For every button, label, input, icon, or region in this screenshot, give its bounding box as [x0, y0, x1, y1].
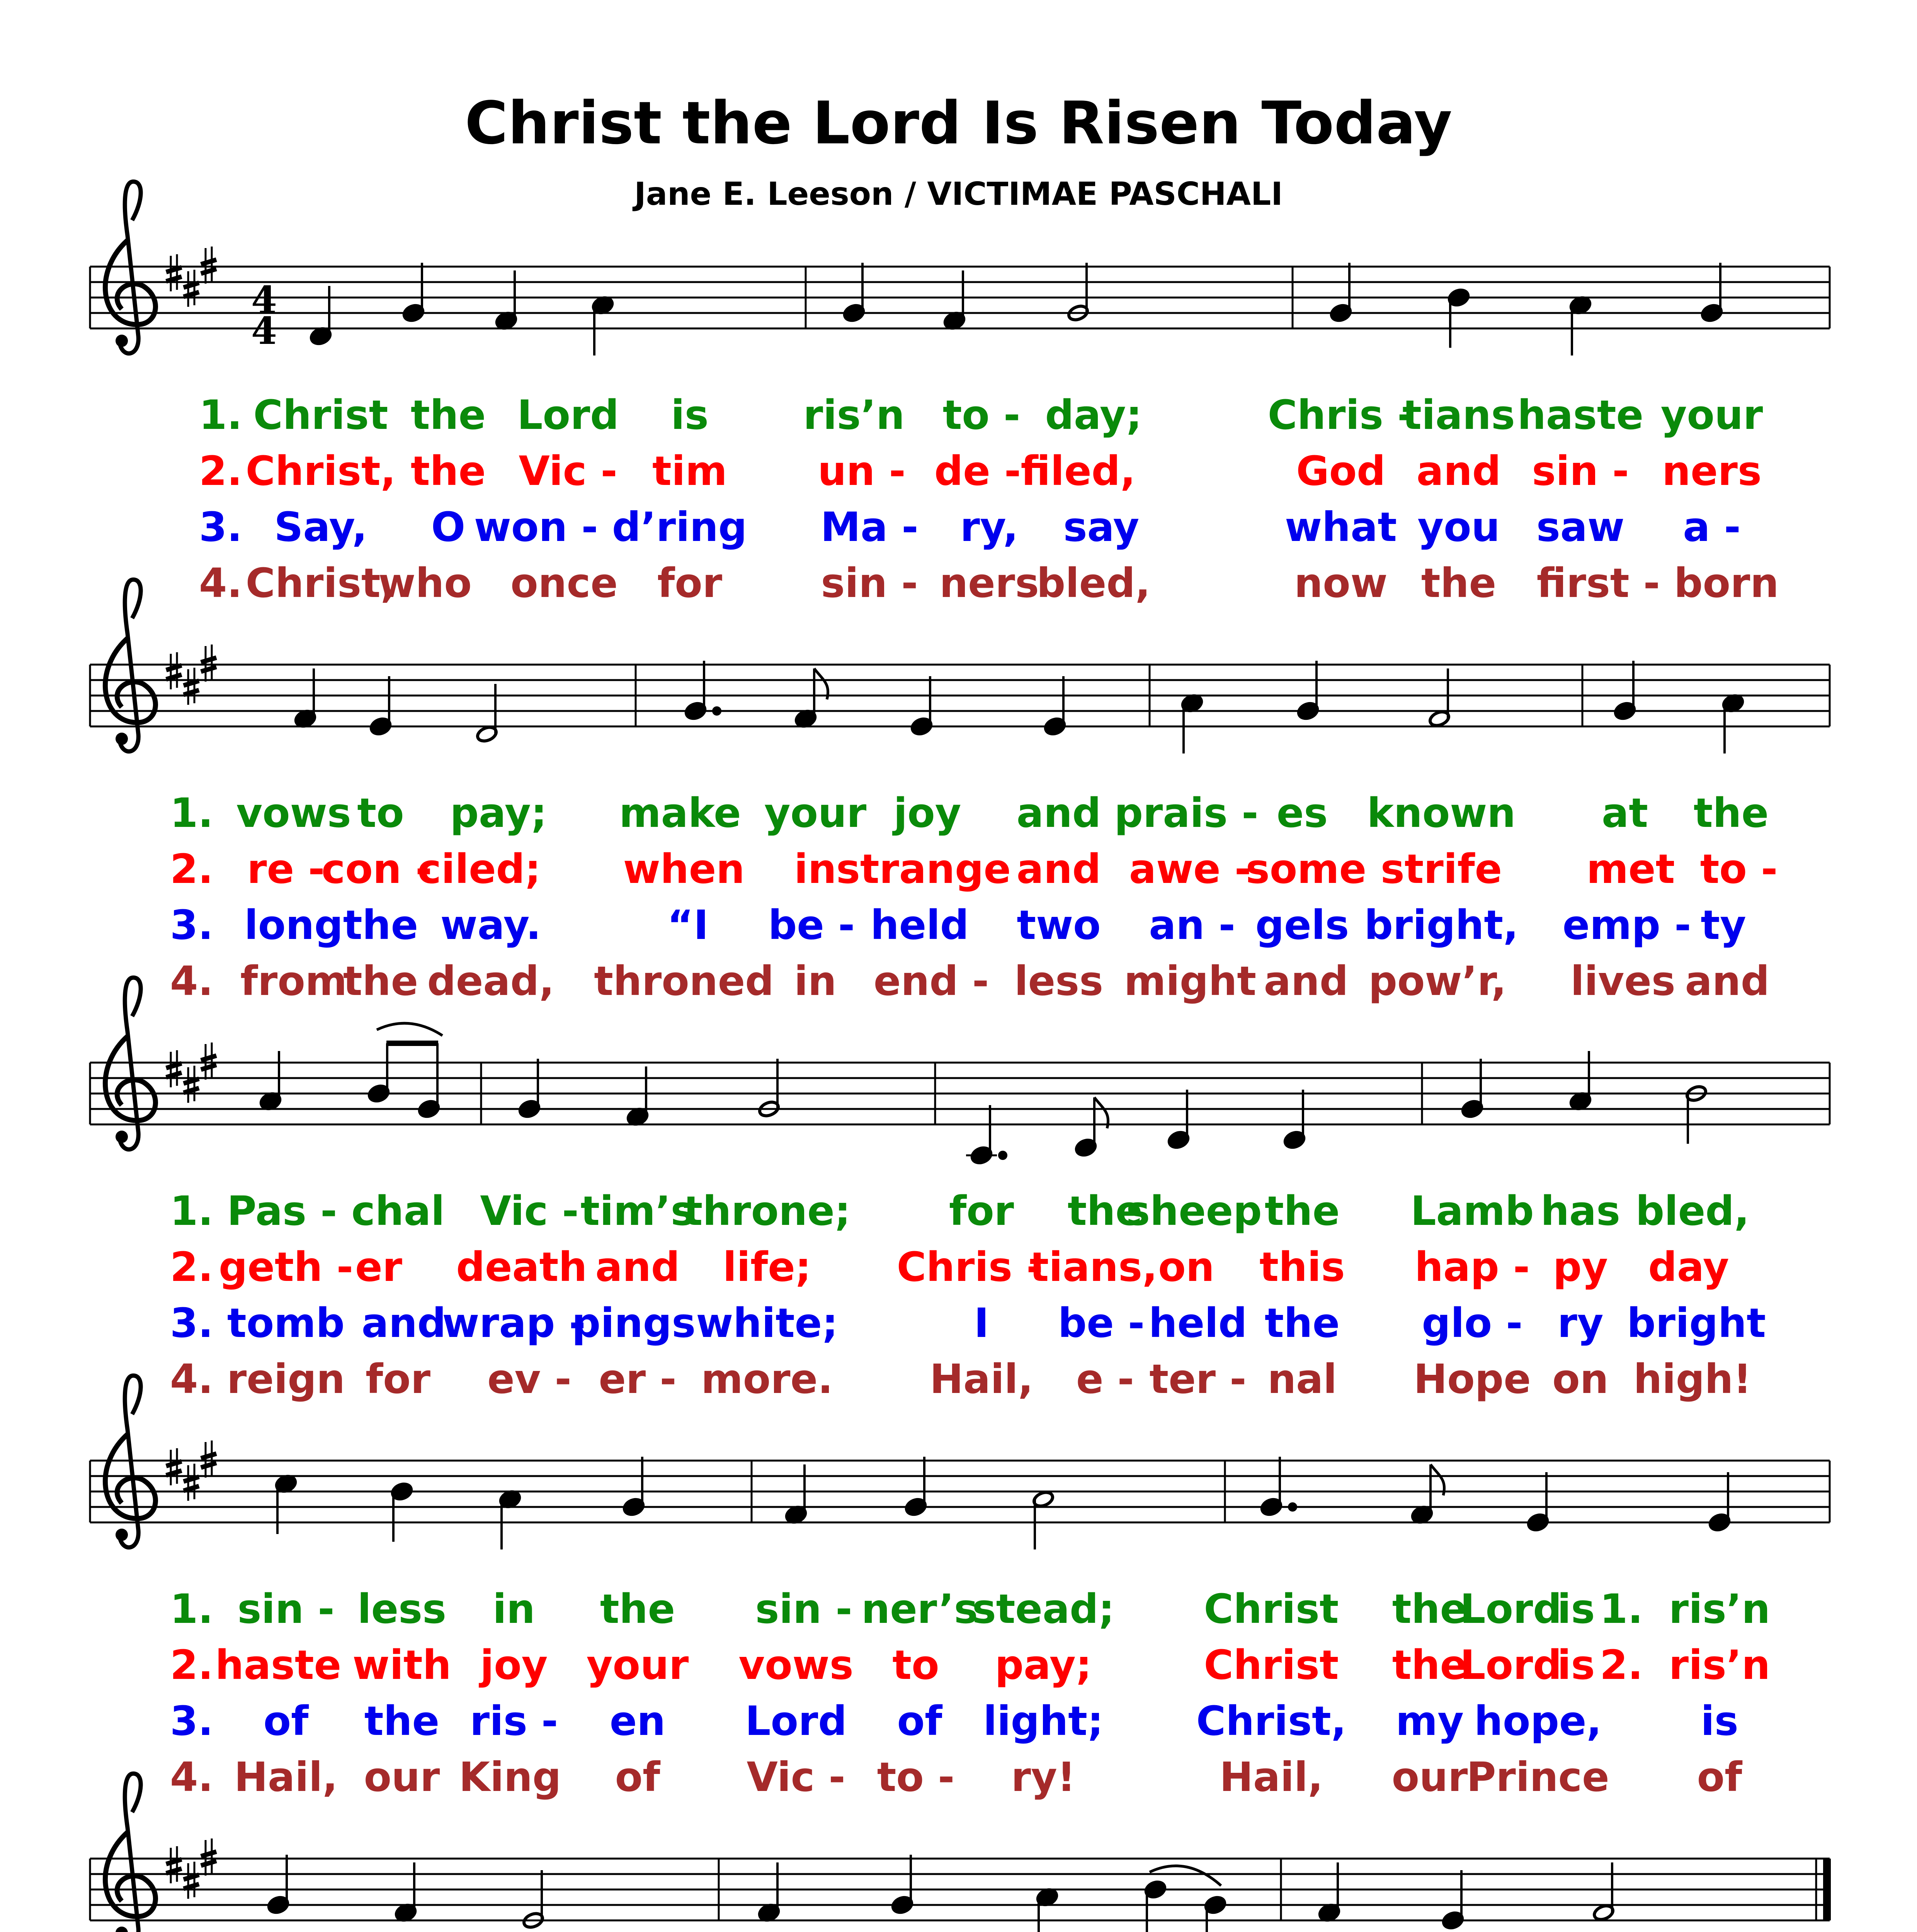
hymn-subtitle: Jane E. Leeson / VICTIMAE PASCHALI: [634, 176, 1283, 213]
syllable: 4.: [170, 1753, 213, 1801]
syllable: pay;: [995, 1641, 1092, 1689]
syllable: Lord: [1460, 1641, 1562, 1689]
syllable: the: [1067, 1187, 1143, 1235]
syllable: the: [1392, 1641, 1468, 1689]
syllable: ris -: [469, 1697, 558, 1745]
syllable: bright: [1627, 1299, 1766, 1347]
syllable: Christ: [253, 391, 388, 439]
syllable: Lord: [517, 391, 619, 439]
syllable: stead;: [972, 1585, 1115, 1633]
staff-system-3: [90, 978, 1830, 1166]
syllable: high!: [1633, 1355, 1752, 1403]
syllable: what: [1284, 503, 1397, 551]
syllable: ners: [1662, 447, 1762, 495]
syllable: 3.: [170, 1697, 213, 1745]
syllable: your: [586, 1641, 689, 1689]
syllable: ris’n: [1669, 1641, 1771, 1689]
syllable: way.: [440, 901, 541, 949]
syllable: Lord: [745, 1697, 847, 1745]
syllable: held: [1148, 1299, 1247, 1347]
syllable: Lamb: [1410, 1187, 1534, 1235]
syllable: vows: [738, 1641, 854, 1689]
syllable: in: [493, 1585, 535, 1633]
syllable: the: [1693, 789, 1769, 837]
verse-4-line-2: [170, 957, 1769, 1005]
syllable: who: [378, 560, 472, 607]
syllable: Christ: [1204, 1585, 1339, 1633]
syllable: King: [459, 1753, 561, 1801]
syllable: is: [671, 391, 709, 439]
syllable: ev -: [487, 1355, 572, 1403]
syllable: ris’n: [803, 391, 905, 439]
syllable: 2.: [1600, 1641, 1643, 1689]
verse-3-line-2: [170, 901, 1746, 949]
syllable: pings: [572, 1299, 696, 1347]
syllable: tim’s: [580, 1187, 695, 1235]
syllable: er -: [599, 1355, 677, 1403]
syllable: tians: [1402, 391, 1515, 439]
syllable: death: [456, 1243, 587, 1291]
syllable: be -: [768, 901, 855, 949]
syllable: be -: [1058, 1299, 1145, 1347]
verse-2-line-3: [170, 1243, 1729, 1291]
syllable: tomb: [227, 1299, 345, 1347]
syllable: strange: [836, 845, 1011, 893]
syllable: to -: [942, 391, 1021, 439]
syllable: e -: [1076, 1355, 1134, 1403]
syllable: Ma -: [820, 503, 919, 551]
syllable: less: [1014, 957, 1103, 1005]
syllable: in: [794, 957, 837, 1005]
verse-3-line-3: [170, 1299, 1766, 1347]
syllable: Vic -: [747, 1753, 845, 1801]
syllable: I: [974, 1299, 989, 1347]
syllable: the: [343, 957, 418, 1005]
syllable: the: [410, 447, 486, 495]
syllable: es: [1276, 789, 1328, 837]
syllable: en: [609, 1697, 666, 1745]
syllable: reign: [227, 1355, 345, 1403]
syllable: strife: [1380, 845, 1502, 893]
syllable: tians,: [1029, 1243, 1158, 1291]
syllable: un -: [818, 447, 906, 495]
hymn-title: Christ the Lord Is Risen Today: [464, 89, 1453, 157]
syllable: the: [410, 391, 486, 439]
syllable: white;: [696, 1299, 838, 1347]
syllable: from: [240, 957, 347, 1005]
syllable: and: [1016, 845, 1101, 893]
syllable: the: [1392, 1585, 1468, 1633]
syllable: when: [623, 845, 745, 893]
verse-2-line-1: [199, 447, 1762, 495]
syllable: Chris -: [896, 1243, 1043, 1291]
syllable: less: [357, 1585, 446, 1633]
syllable: for: [366, 1355, 430, 1403]
syllable: throned: [594, 957, 774, 1005]
syllable: on: [1552, 1355, 1609, 1403]
syllable: to: [357, 789, 404, 837]
syllable: held: [870, 901, 969, 949]
verse-1-line-2: [170, 789, 1769, 837]
syllable: ciled;: [417, 845, 541, 893]
syllable: haste: [215, 1641, 342, 1689]
syllable: met: [1586, 845, 1675, 893]
syllable: saw: [1536, 503, 1625, 551]
syllable: prais -: [1114, 789, 1259, 837]
syllable: the: [1264, 1187, 1340, 1235]
syllable: ter -: [1149, 1355, 1247, 1403]
syllable: two: [1017, 901, 1101, 949]
syllable: sin -: [755, 1585, 852, 1633]
syllable: now: [1294, 560, 1388, 607]
syllable: ris’n: [1669, 1585, 1771, 1633]
syllable: filed,: [1021, 447, 1136, 495]
syllable: chal: [351, 1187, 445, 1235]
syllable: won - d’ring: [474, 503, 747, 551]
syllable: this: [1259, 1243, 1345, 1291]
syllable: sheep: [1126, 1187, 1262, 1235]
syllable: to -: [1700, 845, 1778, 893]
syllable: and: [1685, 957, 1770, 1005]
syllable: of: [615, 1753, 660, 1801]
syllable: my: [1395, 1697, 1464, 1745]
syllable: day: [1648, 1243, 1729, 1291]
verse-3-line-1: [199, 503, 1741, 551]
syllable: bright,: [1364, 901, 1519, 949]
syllable: Hail,: [929, 1355, 1034, 1403]
verse-3-line-4: [170, 1697, 1738, 1745]
syllable: Hope: [1414, 1355, 1531, 1403]
syllable: de -: [934, 447, 1021, 495]
syllable: sin -: [821, 560, 918, 607]
syllable: 2.: [170, 1243, 213, 1291]
syllable: and: [1264, 957, 1349, 1005]
syllable: O: [431, 503, 466, 551]
syllable: pow’r,: [1368, 957, 1507, 1005]
syllable: an -: [1149, 901, 1235, 949]
syllable: the: [343, 901, 418, 949]
syllable: Prince: [1466, 1753, 1609, 1801]
syllable: and: [595, 1243, 680, 1291]
syllable: glo -: [1422, 1299, 1523, 1347]
syllable: 4.: [170, 957, 213, 1005]
verse-2-line-4: [170, 1641, 1770, 1689]
syllable: dead,: [427, 957, 555, 1005]
syllable: life;: [723, 1243, 811, 1291]
syllable: 4.: [199, 560, 242, 607]
syllable: sin -: [237, 1585, 335, 1633]
verse-1-line-1: [199, 391, 1763, 439]
syllable: your: [764, 789, 867, 837]
syllable: Vic -: [480, 1187, 579, 1235]
syllable: 1.: [170, 1585, 213, 1633]
syllable: long: [244, 901, 343, 949]
syllable: on: [1158, 1243, 1214, 1291]
verse-4-line-1: [199, 560, 1779, 607]
syllable: bled,: [1635, 1187, 1750, 1235]
syllable: Christ,: [245, 447, 396, 495]
syllable: 1.: [170, 1187, 213, 1235]
syllable: Vic -: [519, 447, 617, 495]
syllable: the: [600, 1585, 675, 1633]
syllable: is: [1701, 1697, 1738, 1745]
syllable: 2.: [199, 447, 242, 495]
syllable: Christ,: [1196, 1697, 1347, 1745]
syllable: and: [1016, 789, 1101, 837]
syllable: a -: [1683, 503, 1741, 551]
syllable: ry!: [1011, 1753, 1076, 1801]
syllable: for: [657, 560, 722, 607]
syllable: 1.: [1600, 1585, 1643, 1633]
syllable: joy: [480, 1641, 548, 1689]
syllable: Say,: [274, 503, 367, 551]
verse-2-line-2: [170, 845, 1778, 893]
syllable: day;: [1045, 391, 1142, 439]
verse-1-line-4: [170, 1585, 1770, 1633]
syllable: pay;: [450, 789, 547, 837]
syllable: more.: [701, 1355, 833, 1403]
syllable: Christ: [1204, 1641, 1339, 1689]
syllable: first - born: [1536, 560, 1779, 607]
syllable: our: [1391, 1753, 1468, 1801]
syllable: 2.: [170, 1641, 213, 1689]
syllable: Christ,: [245, 560, 396, 607]
syllable: at: [1602, 789, 1648, 837]
syllable: has: [1540, 1187, 1621, 1235]
syllable: bled,: [1036, 560, 1151, 607]
syllable: gels: [1255, 901, 1349, 949]
syllable: of: [1697, 1753, 1742, 1801]
syllable: ry: [1557, 1299, 1604, 1347]
syllable: and: [361, 1299, 446, 1347]
syllable: to -: [877, 1753, 955, 1801]
syllable: you: [1417, 503, 1500, 551]
syllable: 4.: [170, 1355, 213, 1403]
syllable: the: [1421, 560, 1497, 607]
syllable: 1.: [170, 789, 213, 837]
syllable: lives: [1570, 957, 1675, 1005]
staff-system-1: [90, 182, 1830, 355]
syllable: haste: [1517, 391, 1644, 439]
syllable: for: [949, 1187, 1014, 1235]
syllable: Hail,: [1219, 1753, 1323, 1801]
syllable: 3.: [170, 901, 213, 949]
syllable: Hail,: [234, 1753, 338, 1801]
syllable: to: [892, 1641, 939, 1689]
syllable: 2.: [170, 845, 213, 893]
syllable: Chris -: [1267, 391, 1414, 439]
syllable: vows: [236, 789, 351, 837]
syllable: emp -: [1562, 901, 1691, 949]
syllable: 3.: [199, 503, 242, 551]
verse-4-line-3: [170, 1355, 1752, 1403]
syllable: Lord: [1460, 1585, 1562, 1633]
verse-4-line-4: [170, 1753, 1743, 1801]
syllable: awe -: [1129, 845, 1252, 893]
syllable: throne;: [683, 1187, 851, 1235]
syllable: your: [1660, 391, 1763, 439]
syllable: ry,: [960, 503, 1019, 551]
syllable: ner’s: [861, 1585, 978, 1633]
syllable: with: [352, 1641, 451, 1689]
syllable: tim: [652, 447, 727, 495]
syllable: God: [1296, 447, 1386, 495]
syllable: of: [897, 1697, 942, 1745]
syllable: might: [1124, 957, 1257, 1005]
syllable: the: [364, 1697, 440, 1745]
syllable: wrap -: [442, 1299, 586, 1347]
syllable: light;: [983, 1697, 1104, 1745]
syllable: py: [1553, 1243, 1608, 1291]
verse-1-line-3: [170, 1187, 1749, 1235]
syllable: of: [263, 1697, 309, 1745]
syllable: say: [1063, 503, 1140, 551]
syllable: sin -: [1532, 447, 1629, 495]
syllable: our: [364, 1753, 440, 1801]
syllable: Pas -: [227, 1187, 337, 1235]
syllable: joy: [893, 789, 961, 837]
syllable: er: [355, 1243, 402, 1291]
syllable: nal: [1267, 1355, 1337, 1403]
syllable: re -: [247, 845, 325, 893]
svg-text:4: 4: [251, 278, 277, 322]
syllable: geth -: [218, 1243, 354, 1291]
syllable: ty: [1701, 901, 1746, 949]
syllable: 1.: [199, 391, 242, 439]
syllable: the: [1264, 1299, 1340, 1347]
syllable: known: [1367, 789, 1516, 837]
syllable: and: [1416, 447, 1501, 495]
syllable: “I: [667, 901, 709, 949]
syllable: some: [1245, 845, 1367, 893]
syllable: ners: [939, 560, 1039, 607]
syllable: con -: [321, 845, 432, 893]
syllable: 3.: [170, 1299, 213, 1347]
syllable: make: [619, 789, 741, 837]
syllable: is: [1557, 1641, 1595, 1689]
syllable: once: [510, 560, 618, 607]
syllable: hap -: [1414, 1243, 1530, 1291]
syllable: end -: [873, 957, 989, 1005]
syllable: in: [794, 845, 837, 893]
syllable: hope,: [1474, 1697, 1602, 1745]
syllable: is: [1557, 1585, 1595, 1633]
svg-text:4: 4: [251, 309, 277, 353]
